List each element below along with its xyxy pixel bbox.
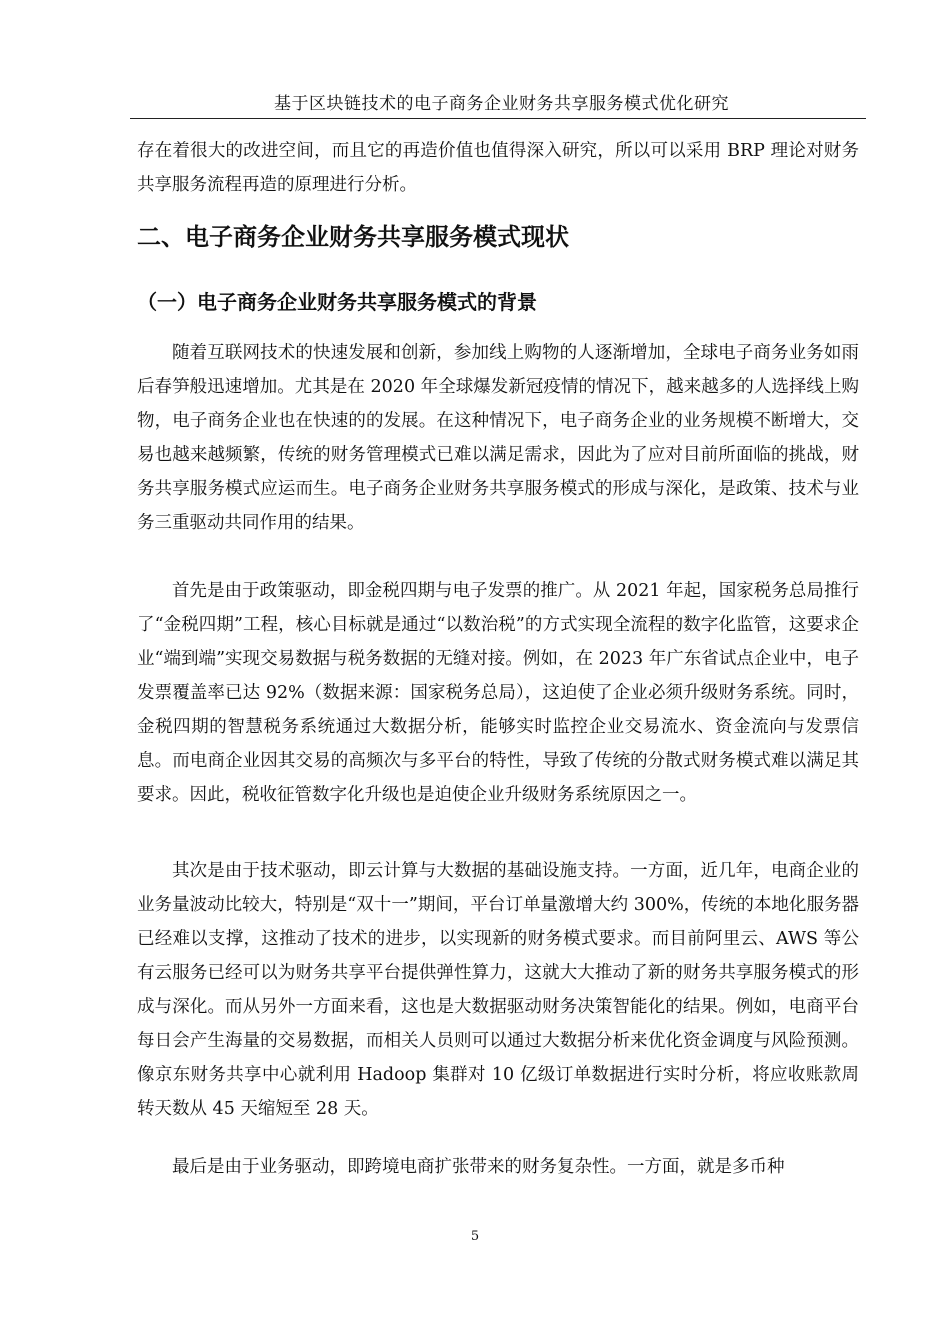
section-heading: 二、电子商务企业财务共享服务模式现状 [137, 223, 569, 251]
continuation-paragraph: 存在着很大的改进空间，而且它的再造价值也值得深入研究，所以可以采用 BRP 理论对财务共享服务流程再造的原理进行分析。 [137, 141, 859, 195]
running-header: 基于区块链技术的电子商务企业财务共享服务模式优化研究 [274, 94, 729, 114]
page-number: 5 [470, 1229, 480, 1244]
subsection-heading: （一）电子商务企业财务共享服务模式的背景 [137, 290, 537, 314]
header-rule [130, 118, 866, 119]
paragraph-background: 随着互联网技术的快速发展和创新，参加线上购物的人逐渐增加，全球电子商务业务如雨后春笋般迅速增加。尤其是在 2020 年全球爆发新冠疫情的情况下，越来越多的人选择线上购物，电子商务企业也在快速的的发展。在这种情况下，电子商务企业的业务规模不断增大，交易也越来越频繁，传统的财务管理模式已难以满足需求，因此为了应对目前所面临的挑战，财务共享服务模式应运而生。电子商务企业财务共享服务模式的形成与深化，是政策、技术与业务三重驱动共同作用的结果。 [137, 343, 859, 533]
paragraph-business-driver: 最后是由于业务驱动，即跨境电商扩张带来的财务复杂性。一方面，就是多币种 [172, 1157, 785, 1177]
paragraph-policy-driver: 首先是由于政策驱动，即金税四期与电子发票的推广。从 2021 年起，国家税务总局推行了“金税四期”工程，核心目标就是通过“以数治税”的方式实现全流程的数字化监管，这要求企业“端到端”实现交易数据与税务数据的无缝对接。例如，在 2023 年广东省试点企业中，电子发票覆盖率已达 92%（数据来源：国家税务总局），这迫使了企业必须升级财务系统。同时，金税四期的智慧税务系统通过大数据分析，能够实时监控企业交易流水、资金流向与发票信息。而电商企业因其交易的高频次与多平台的特性，导致了传统的分散式财务模式难以满足其要求。因此，税收征管数字化升级也是迫使企业升级财务系统原因之一。 [137, 581, 859, 805]
paragraph-technology-driver: 其次是由于技术驱动，即云计算与大数据的基础设施支持。一方面，近几年，电商企业的业务量波动比较大，特别是“双十一”期间，平台订单量激增大约 300%，传统的本地化服务器已经难以支撑，这推动了技术的进步，以实现新的财务模式要求。而目前阿里云、AWS 等公有云服务已经可以为财务共享平台提供弹性算力，这就大大推动了新的财务共享服务模式的形成与深化。而从另外一方面来看，这也是大数据驱动财务决策智能化的结果。例如，电商平台每日会产生海量的交易数据，而相关人员则可以通过大数据分析来优化资金调度与风险预测。像京东财务共享中心就利用 Hadoop 集群对 10 亿级订单数据进行实时分析，将应收账款周转天数从 45 天缩短至 28 天。 [137, 861, 859, 1119]
